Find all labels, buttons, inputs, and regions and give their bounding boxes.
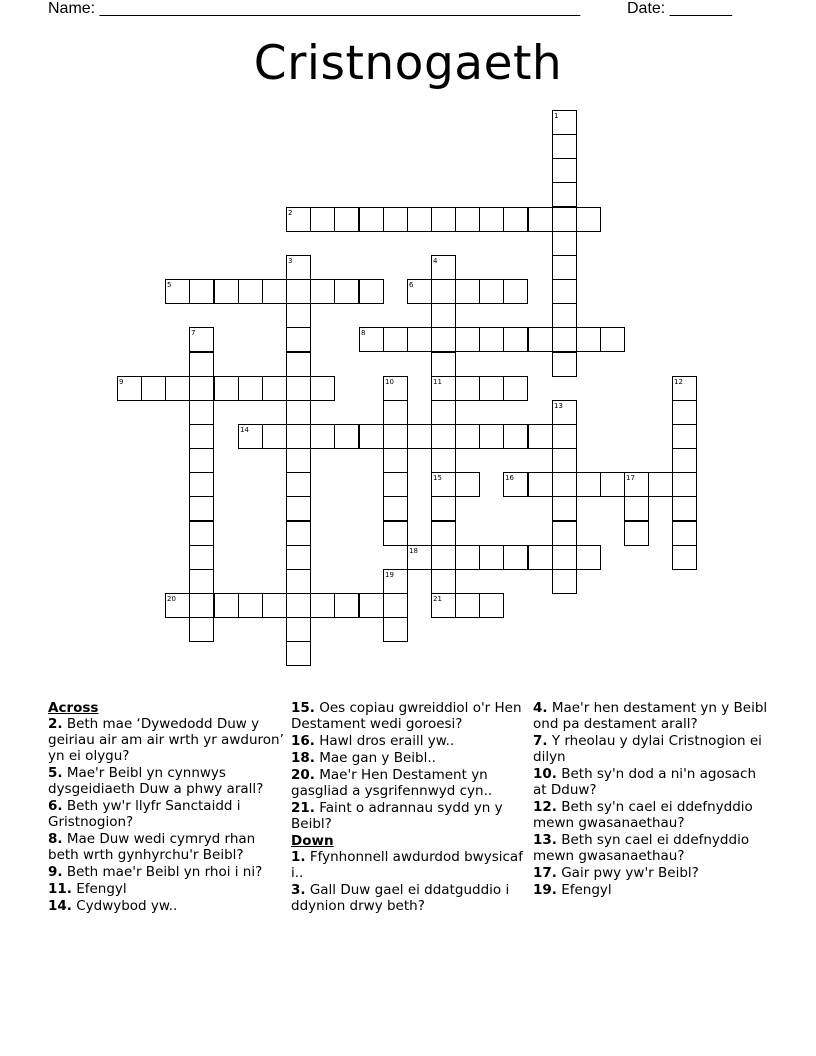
- grid-cell[interactable]: [189, 400, 214, 425]
- clue-item: [291, 750, 527, 766]
- grid-cell[interactable]: [672, 521, 697, 546]
- grid-cell[interactable]: [286, 617, 311, 642]
- grid-cell[interactable]: [286, 400, 311, 425]
- grid-cell[interactable]: [528, 207, 553, 232]
- grid-cell[interactable]: [552, 472, 577, 497]
- grid-cell[interactable]: [672, 472, 697, 497]
- clue-item-number: 4.: [533, 700, 548, 716]
- grid-cell[interactable]: [528, 545, 553, 570]
- grid-cell[interactable]: [407, 207, 432, 232]
- clue-number: 4: [433, 257, 438, 265]
- clue-item: [291, 800, 527, 832]
- grid-cell[interactable]: [576, 545, 601, 570]
- clue-number: 9: [119, 378, 124, 386]
- clue-item: [48, 898, 284, 914]
- grid-cell[interactable]: [359, 279, 384, 304]
- clue-item-number: 17.: [533, 865, 557, 881]
- grid-cell[interactable]: [552, 352, 577, 377]
- grid-cell[interactable]: [383, 400, 408, 425]
- grid-cell[interactable]: [334, 279, 359, 304]
- clue-item: [533, 865, 769, 881]
- grid-cell[interactable]: [310, 593, 335, 618]
- clue-item-text: Y rheolau y dylai Cristnogion ei dilyn: [533, 733, 762, 765]
- grid-cell[interactable]: [286, 569, 311, 594]
- grid-cell[interactable]: [479, 279, 504, 304]
- clue-item: [48, 864, 284, 880]
- grid-cell[interactable]: [672, 424, 697, 449]
- grid-cell[interactable]: [528, 327, 553, 352]
- grid-cell[interactable]: [286, 521, 311, 546]
- clue-item: [533, 766, 769, 798]
- grid-cell[interactable]: [359, 207, 384, 232]
- grid-cell[interactable]: [286, 327, 311, 352]
- clue-item-text: Mae'r Hen Destament yn gasgliad a ysgrifennwyd cyn..: [291, 767, 493, 799]
- clue-item: [291, 733, 527, 749]
- grid-cell[interactable]: [431, 279, 456, 304]
- grid-cell[interactable]: [189, 352, 214, 377]
- clue-item-text: Beth mae'r Beibl yn rhoi i ni?: [62, 864, 263, 880]
- clue-item-text: Beth syn cael ei ddefnyddio mewn gwasanaethau?: [533, 832, 750, 864]
- grid-cell[interactable]: [552, 521, 577, 546]
- grid-cell[interactable]: [383, 207, 408, 232]
- grid-cell[interactable]: [455, 424, 480, 449]
- page-title: Cristnogaeth: [253, 36, 563, 91]
- grid-cell[interactable]: [576, 327, 601, 352]
- grid-cell[interactable]: [334, 207, 359, 232]
- clue-item: [291, 849, 527, 881]
- grid-cell[interactable]: [189, 617, 214, 642]
- grid-cell[interactable]: [262, 424, 287, 449]
- grid-cell[interactable]: [552, 303, 577, 328]
- clue-item-number: 9.: [48, 864, 63, 880]
- grid-cell[interactable]: [189, 448, 214, 473]
- grid-cell[interactable]: [431, 545, 456, 570]
- grid-cell[interactable]: [189, 545, 214, 570]
- grid-cell[interactable]: [262, 279, 287, 304]
- clue-number: 2: [288, 209, 293, 217]
- grid-cell[interactable]: [310, 279, 335, 304]
- grid-cell[interactable]: [455, 376, 480, 401]
- grid-cell[interactable]: [600, 472, 625, 497]
- clue-item-text: Beth yw'r llyfr Sanctaidd i Gristnogion?: [48, 798, 241, 830]
- clue-item: [48, 765, 284, 797]
- clue-number: 7: [191, 329, 196, 337]
- grid-cell[interactable]: [238, 593, 263, 618]
- grid-cell[interactable]: [552, 158, 577, 183]
- clue-section-heading: Across: [48, 700, 99, 716]
- clue-number: 18: [409, 547, 418, 555]
- clue-item-text: Beth sy'n cael ei ddefnyddio mewn gwasanaethau?: [533, 799, 753, 831]
- grid-cell[interactable]: [431, 207, 456, 232]
- clue-item-text: Mae'r Beibl yn cynnwys dysgeidiaeth Duw a phwy arall?: [48, 765, 264, 797]
- grid-cell[interactable]: [479, 327, 504, 352]
- name-field-label[interactable]: Name: ______________________________________________________: [48, 0, 581, 17]
- clue-item: [48, 881, 284, 897]
- grid-cell[interactable]: [238, 279, 263, 304]
- clue-number: 3: [288, 257, 293, 265]
- clue-item-text: Oes copiau gwreiddiol o'r Hen Destament wedi goroesi?: [291, 700, 522, 732]
- grid-cell[interactable]: [552, 496, 577, 521]
- clue-item-text: Cydwybod yw..: [71, 898, 178, 914]
- grid-cell[interactable]: [189, 593, 214, 618]
- grid-cell[interactable]: [624, 496, 649, 521]
- clue-number: 11: [433, 378, 442, 386]
- grid-cell[interactable]: [552, 231, 577, 256]
- grid-cell[interactable]: [189, 569, 214, 594]
- grid-cell[interactable]: [672, 545, 697, 570]
- grid-cell[interactable]: [214, 279, 239, 304]
- grid-cell[interactable]: [455, 593, 480, 618]
- clue-item-text: Ffynhonnell awdurdod bwysicaf i..: [291, 849, 523, 881]
- grid-cell[interactable]: [334, 593, 359, 618]
- clue-item: [48, 716, 284, 764]
- grid-cell[interactable]: [503, 279, 528, 304]
- grid-cell[interactable]: [286, 376, 311, 401]
- grid-cell[interactable]: [262, 376, 287, 401]
- clue-item-text: Gair pwy yw'r Beibl?: [556, 865, 699, 881]
- grid-cell[interactable]: [310, 376, 335, 401]
- grid-cell[interactable]: [672, 400, 697, 425]
- clue-item: [533, 700, 769, 732]
- clue-item: [533, 799, 769, 831]
- grid-cell[interactable]: [479, 424, 504, 449]
- header: [48, 0, 748, 20]
- grid-cell[interactable]: [431, 496, 456, 521]
- grid-cell[interactable]: [528, 424, 553, 449]
- grid-cell[interactable]: [431, 327, 456, 352]
- grid-cell[interactable]: [383, 617, 408, 642]
- grid-cell[interactable]: [672, 448, 697, 473]
- clue-number: 5: [167, 281, 172, 289]
- grid-cell[interactable]: [576, 472, 601, 497]
- clue-item-text: Hawl dros eraill yw..: [314, 733, 455, 749]
- grid-cell[interactable]: [455, 545, 480, 570]
- grid-cell[interactable]: [624, 521, 649, 546]
- grid-cell[interactable]: [479, 593, 504, 618]
- grid-cell[interactable]: [503, 376, 528, 401]
- clue-item-text: Mae Duw wedi cymryd rhan beth wrth gynhyrchu'r Beibl?: [48, 831, 256, 863]
- date-field-label[interactable]: Date: _______: [627, 0, 732, 17]
- grid-cell[interactable]: [576, 207, 601, 232]
- clue-section-heading: Down: [291, 833, 334, 849]
- grid-cell[interactable]: [286, 593, 311, 618]
- grid-cell[interactable]: [189, 376, 214, 401]
- clue-item-number: 15.: [291, 700, 315, 716]
- clue-item: [48, 798, 284, 830]
- clue-item: [291, 767, 527, 799]
- grid-cell[interactable]: [648, 472, 673, 497]
- grid-cell[interactable]: [552, 279, 577, 304]
- grid-cell[interactable]: [286, 279, 311, 304]
- grid-cell[interactable]: [431, 521, 456, 546]
- grid-cell[interactable]: [407, 424, 432, 449]
- grid-cell[interactable]: [214, 593, 239, 618]
- clue-number: 20: [167, 595, 176, 603]
- clue-item-number: 14.: [48, 898, 72, 914]
- grid-cell[interactable]: [189, 472, 214, 497]
- clue-item: [533, 882, 769, 898]
- clue-number: 16: [505, 474, 514, 482]
- grid-cell[interactable]: [383, 327, 408, 352]
- grid-cell[interactable]: [552, 182, 577, 207]
- grid-cell[interactable]: [286, 545, 311, 570]
- clue-number: 6: [409, 281, 414, 289]
- grid-cell[interactable]: [334, 424, 359, 449]
- grid-cell[interactable]: [189, 521, 214, 546]
- clue-item-number: 8.: [48, 831, 63, 847]
- grid-cell[interactable]: [431, 448, 456, 473]
- clue-item-text: Gall Duw gael ei ddatguddio i ddynion drwy beth?: [291, 882, 510, 914]
- clue-item-number: 11.: [48, 881, 72, 897]
- grid-cell[interactable]: [189, 496, 214, 521]
- grid-cell[interactable]: [552, 255, 577, 280]
- grid-cell[interactable]: [503, 207, 528, 232]
- clue-item: [291, 882, 527, 914]
- clue-item-text: Beth sy'n dod a ni'n agosach at Dduw?: [533, 766, 757, 798]
- clue-number: 21: [433, 595, 442, 603]
- clue-item-number: 13.: [533, 832, 557, 848]
- grid-cell[interactable]: [286, 641, 311, 666]
- clue-item-number: 18.: [291, 750, 315, 766]
- grid-cell[interactable]: [359, 424, 384, 449]
- clue-item-number: 6.: [48, 798, 63, 814]
- grid-cell[interactable]: [286, 496, 311, 521]
- grid-cell[interactable]: [600, 327, 625, 352]
- grid-cell[interactable]: [455, 279, 480, 304]
- clue-item-text: Efengyl: [71, 881, 127, 897]
- clue-item-text: Efengyl: [556, 882, 612, 898]
- clue-item: [291, 700, 527, 732]
- grid-cell[interactable]: [503, 327, 528, 352]
- clue-column-2: [291, 700, 527, 915]
- grid-cell[interactable]: [552, 569, 577, 594]
- clue-column-1: [48, 700, 284, 915]
- clue-column-3: [533, 700, 769, 899]
- clue-number: 10: [385, 378, 394, 386]
- grid-cell[interactable]: [286, 424, 311, 449]
- grid-cell[interactable]: [552, 424, 577, 449]
- clue-item-number: 3.: [291, 882, 306, 898]
- clue-number: 15: [433, 474, 442, 482]
- grid-cell[interactable]: [286, 448, 311, 473]
- clue-item-number: 16.: [291, 733, 315, 749]
- grid-cell[interactable]: [407, 327, 432, 352]
- grid-cell[interactable]: [431, 569, 456, 594]
- clue-item-text: Beth mae ‘Dywedodd Duw y geiriau air am air wrth yr awduron’ yn ei olygu?: [48, 716, 284, 764]
- grid-cell[interactable]: [552, 134, 577, 159]
- clue-item-text: Mae'r hen destament yn y Beibl ond pa destament arall?: [533, 700, 768, 732]
- grid-cell[interactable]: [359, 593, 384, 618]
- grid-cell[interactable]: [455, 327, 480, 352]
- grid-cell[interactable]: [479, 545, 504, 570]
- grid-cell[interactable]: [455, 472, 480, 497]
- grid-cell[interactable]: [431, 424, 456, 449]
- grid-cell[interactable]: [552, 327, 577, 352]
- grid-cell[interactable]: [189, 424, 214, 449]
- clue-number: 12: [674, 378, 683, 386]
- clue-item: [533, 832, 769, 864]
- grid-cell[interactable]: [286, 352, 311, 377]
- grid-cell[interactable]: [238, 376, 263, 401]
- clue-number: 19: [385, 571, 394, 579]
- grid-cell[interactable]: [310, 207, 335, 232]
- grid-cell[interactable]: [431, 303, 456, 328]
- clue-item-number: 2.: [48, 716, 63, 732]
- grid-cell[interactable]: [431, 400, 456, 425]
- grid-cell[interactable]: [165, 376, 190, 401]
- clue-item: [533, 733, 769, 765]
- grid-cell[interactable]: [214, 376, 239, 401]
- clue-number: 17: [626, 474, 635, 482]
- grid-cell[interactable]: [552, 545, 577, 570]
- grid-cell[interactable]: [383, 472, 408, 497]
- grid-cell[interactable]: [383, 448, 408, 473]
- grid-cell[interactable]: [503, 424, 528, 449]
- clue-item-number: 5.: [48, 765, 63, 781]
- clue-item-text: Mae gan y Beibl..: [314, 750, 436, 766]
- grid-cell[interactable]: [383, 521, 408, 546]
- clue-item-number: 20.: [291, 767, 315, 783]
- clue-item-number: 12.: [533, 799, 557, 815]
- grid-cell[interactable]: [455, 207, 480, 232]
- grid-cell[interactable]: [262, 593, 287, 618]
- clue-item-number: 19.: [533, 882, 557, 898]
- clue-number: 13: [554, 402, 563, 410]
- clue-item-number: 7.: [533, 733, 548, 749]
- grid-cell[interactable]: [286, 303, 311, 328]
- clue-item-number: 10.: [533, 766, 557, 782]
- grid-cell[interactable]: [528, 472, 553, 497]
- grid-cell[interactable]: [479, 376, 504, 401]
- clue-item-number: 21.: [291, 800, 315, 816]
- grid-cell[interactable]: [286, 472, 311, 497]
- clue-number: 14: [240, 426, 249, 434]
- grid-cell[interactable]: [383, 424, 408, 449]
- grid-cell[interactable]: [431, 352, 456, 377]
- clue-item: [48, 831, 284, 863]
- grid-cell[interactable]: [141, 376, 166, 401]
- grid-cell[interactable]: [383, 593, 408, 618]
- grid-cell[interactable]: [310, 424, 335, 449]
- clue-item-number: 1.: [291, 849, 306, 865]
- clue-item-text: Faint o adrannau sydd yn y Beibl?: [291, 800, 503, 832]
- grid-cell[interactable]: [552, 448, 577, 473]
- clue-number: 1: [554, 112, 559, 120]
- grid-cell[interactable]: [672, 496, 697, 521]
- clue-number: 8: [361, 329, 366, 337]
- grid-cell[interactable]: [479, 207, 504, 232]
- grid-cell[interactable]: [383, 496, 408, 521]
- grid-cell[interactable]: [189, 279, 214, 304]
- grid-cell[interactable]: [552, 207, 577, 232]
- grid-cell[interactable]: [503, 545, 528, 570]
